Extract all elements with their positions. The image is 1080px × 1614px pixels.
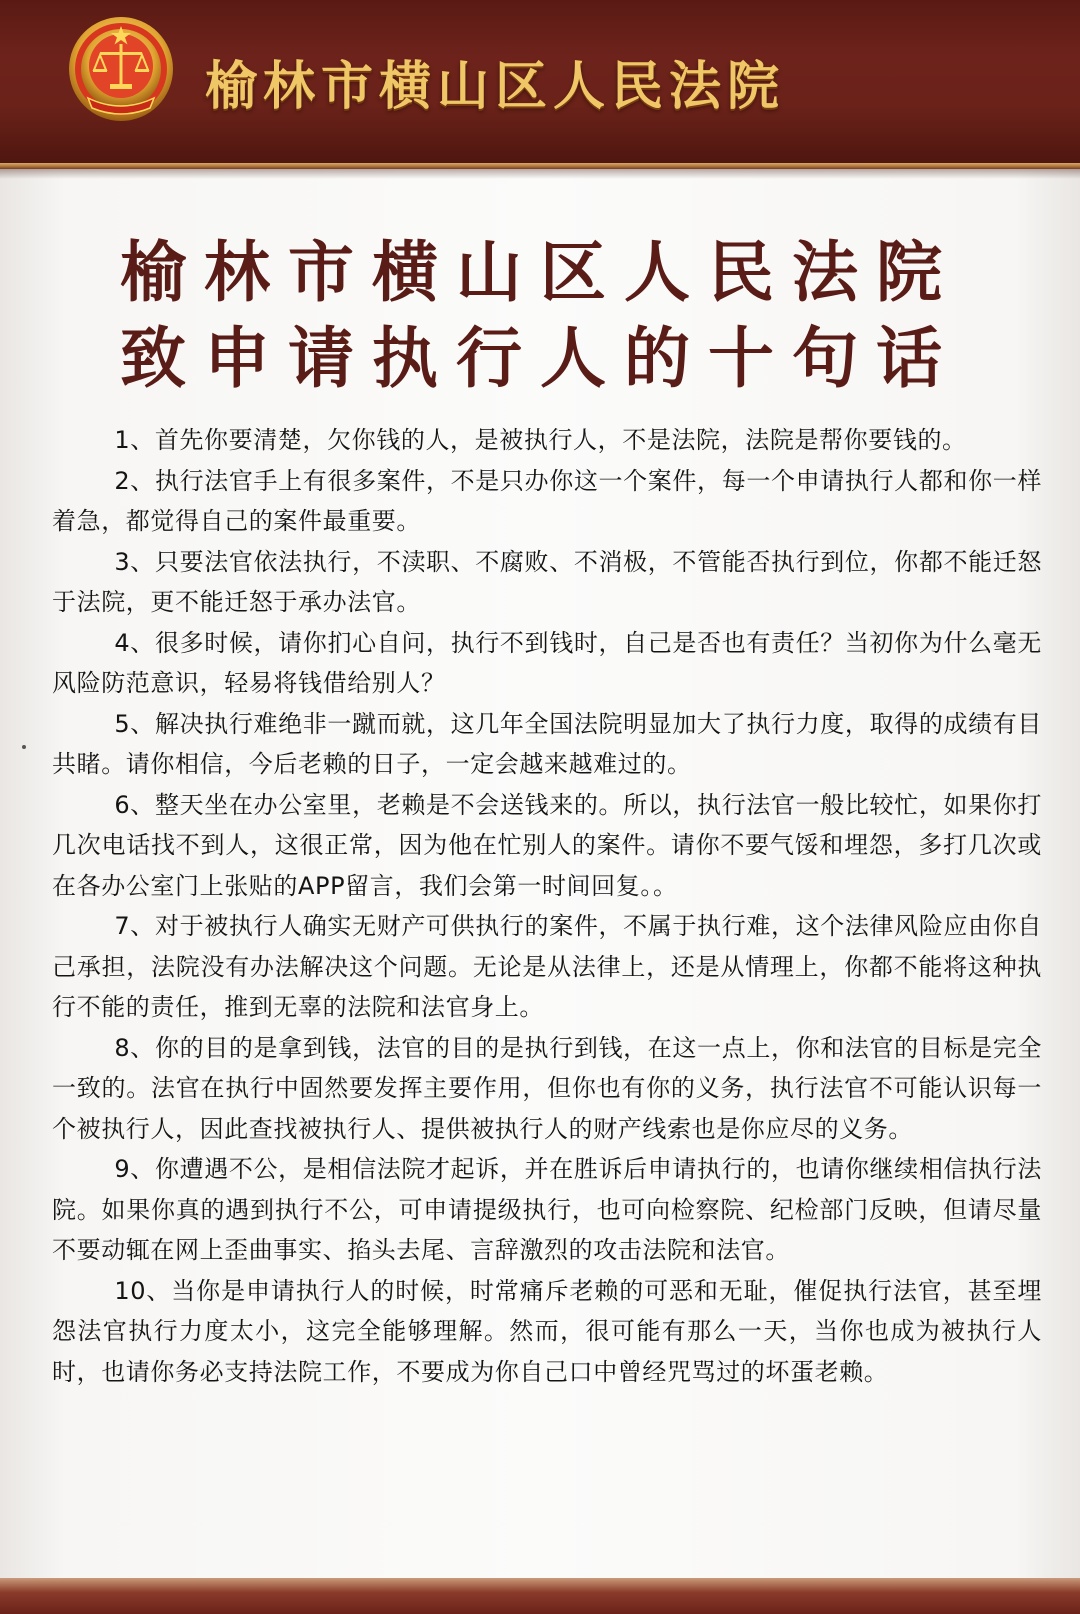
footer-bar bbox=[0, 1578, 1080, 1614]
paragraph-10: 10、当你是申请执行人的时候，时常痛斥老赖的可恶和无耻，催促执行法官，甚至埋怨法官执行力度太小，这完全能够理解。然而，很可能有那么一天，当你也成为被执行人时，也请你务必支持法院工作，不要成为你自己口中曾经咒骂过的坏蛋老赖。 bbox=[52, 1276, 1042, 1386]
notice-heading bbox=[0, 230, 1080, 402]
heading-line-2: 致申请执行人的十句话 bbox=[120, 320, 960, 397]
paragraph-7: 7、对于被执行人确实无财产可供执行的案件，不属于执行难，这个法律风险应由你自己承担，法院没有办法解决这个问题。无论是从法律上，还是从情理上，你都不能将这种执行不能的责任，推到无辜的法院和法官身上。 bbox=[52, 912, 1042, 1021]
paragraph-9: 9、你遭遇不公，是相信法院才起诉，并在胜诉后申请执行的，也请你继续相信执行法院。如果你真的遇到执行不公，可申请提级执行，也可向检察院、纪检部门反映，但请尽量不要动辄在网上歪曲事实、掐头去尾、言辞激烈的攻击法院和法官。 bbox=[52, 1155, 1042, 1264]
paragraph-5: 5、解决执行难绝非一蹴而就，这几年全国法院明显加大了执行力度，取得的成绩有目共睹。请你相信，今后老赖的日子，一定会越来越难过的。 bbox=[52, 709, 1042, 778]
notice-body bbox=[52, 420, 1042, 1392]
paragraph-1: 1、首先你要清楚，欠你钱的人，是被执行人，不是法院，法院是帮你要钱的。 bbox=[114, 426, 967, 454]
heading-line-1: 榆林市横山区人民法院 bbox=[120, 234, 960, 311]
paragraph-2: 2、执行法官手上有很多案件，不是只办你这一个案件，每一个申请执行人都和你一样着急，都觉得自己的案件最重要。 bbox=[52, 466, 1042, 535]
header-banner bbox=[0, 0, 1080, 163]
banner-title: 榆林市横山区人民法院 bbox=[205, 56, 786, 117]
banner-shadow bbox=[0, 169, 1080, 179]
paragraph-3: 3、只要法官依法执行，不渎职、不腐败、不消极，不管能否执行到位，你都不能迁怒于法院，更不能迁怒于承办法官。 bbox=[52, 547, 1042, 616]
paragraph-8: 8、你的目的是拿到钱，法官的目的是执行到钱，在这一点上，你和法官的目标是完全一致的。法官在执行中固然要发挥主要作用，但你也有你的义务，执行法官不可能认识每一个被执行人，因此查找被执行人、提供被执行人的财产线索也是你应尽的义务。 bbox=[52, 1033, 1042, 1143]
paragraph-6: 6、整天坐在办公室里，老赖是不会送钱来的。所以，执行法官一般比较忙，如果你打几次电话找不到人，这很正常，因为他在忙别人的案件。请你不要气馁和埋怨，多打几次或在各办公室门上张贴的APP留言，我们会第一时间回复。。 bbox=[52, 790, 1042, 900]
court-emblem-icon bbox=[66, 14, 176, 124]
paragraph-4: 4、很多时候，请你扪心自问，执行不到钱时，自己是否也有责任？当初你为什么毫无风险防范意识，轻易将钱借给别人？ bbox=[52, 628, 1042, 697]
margin-dot bbox=[22, 745, 26, 749]
